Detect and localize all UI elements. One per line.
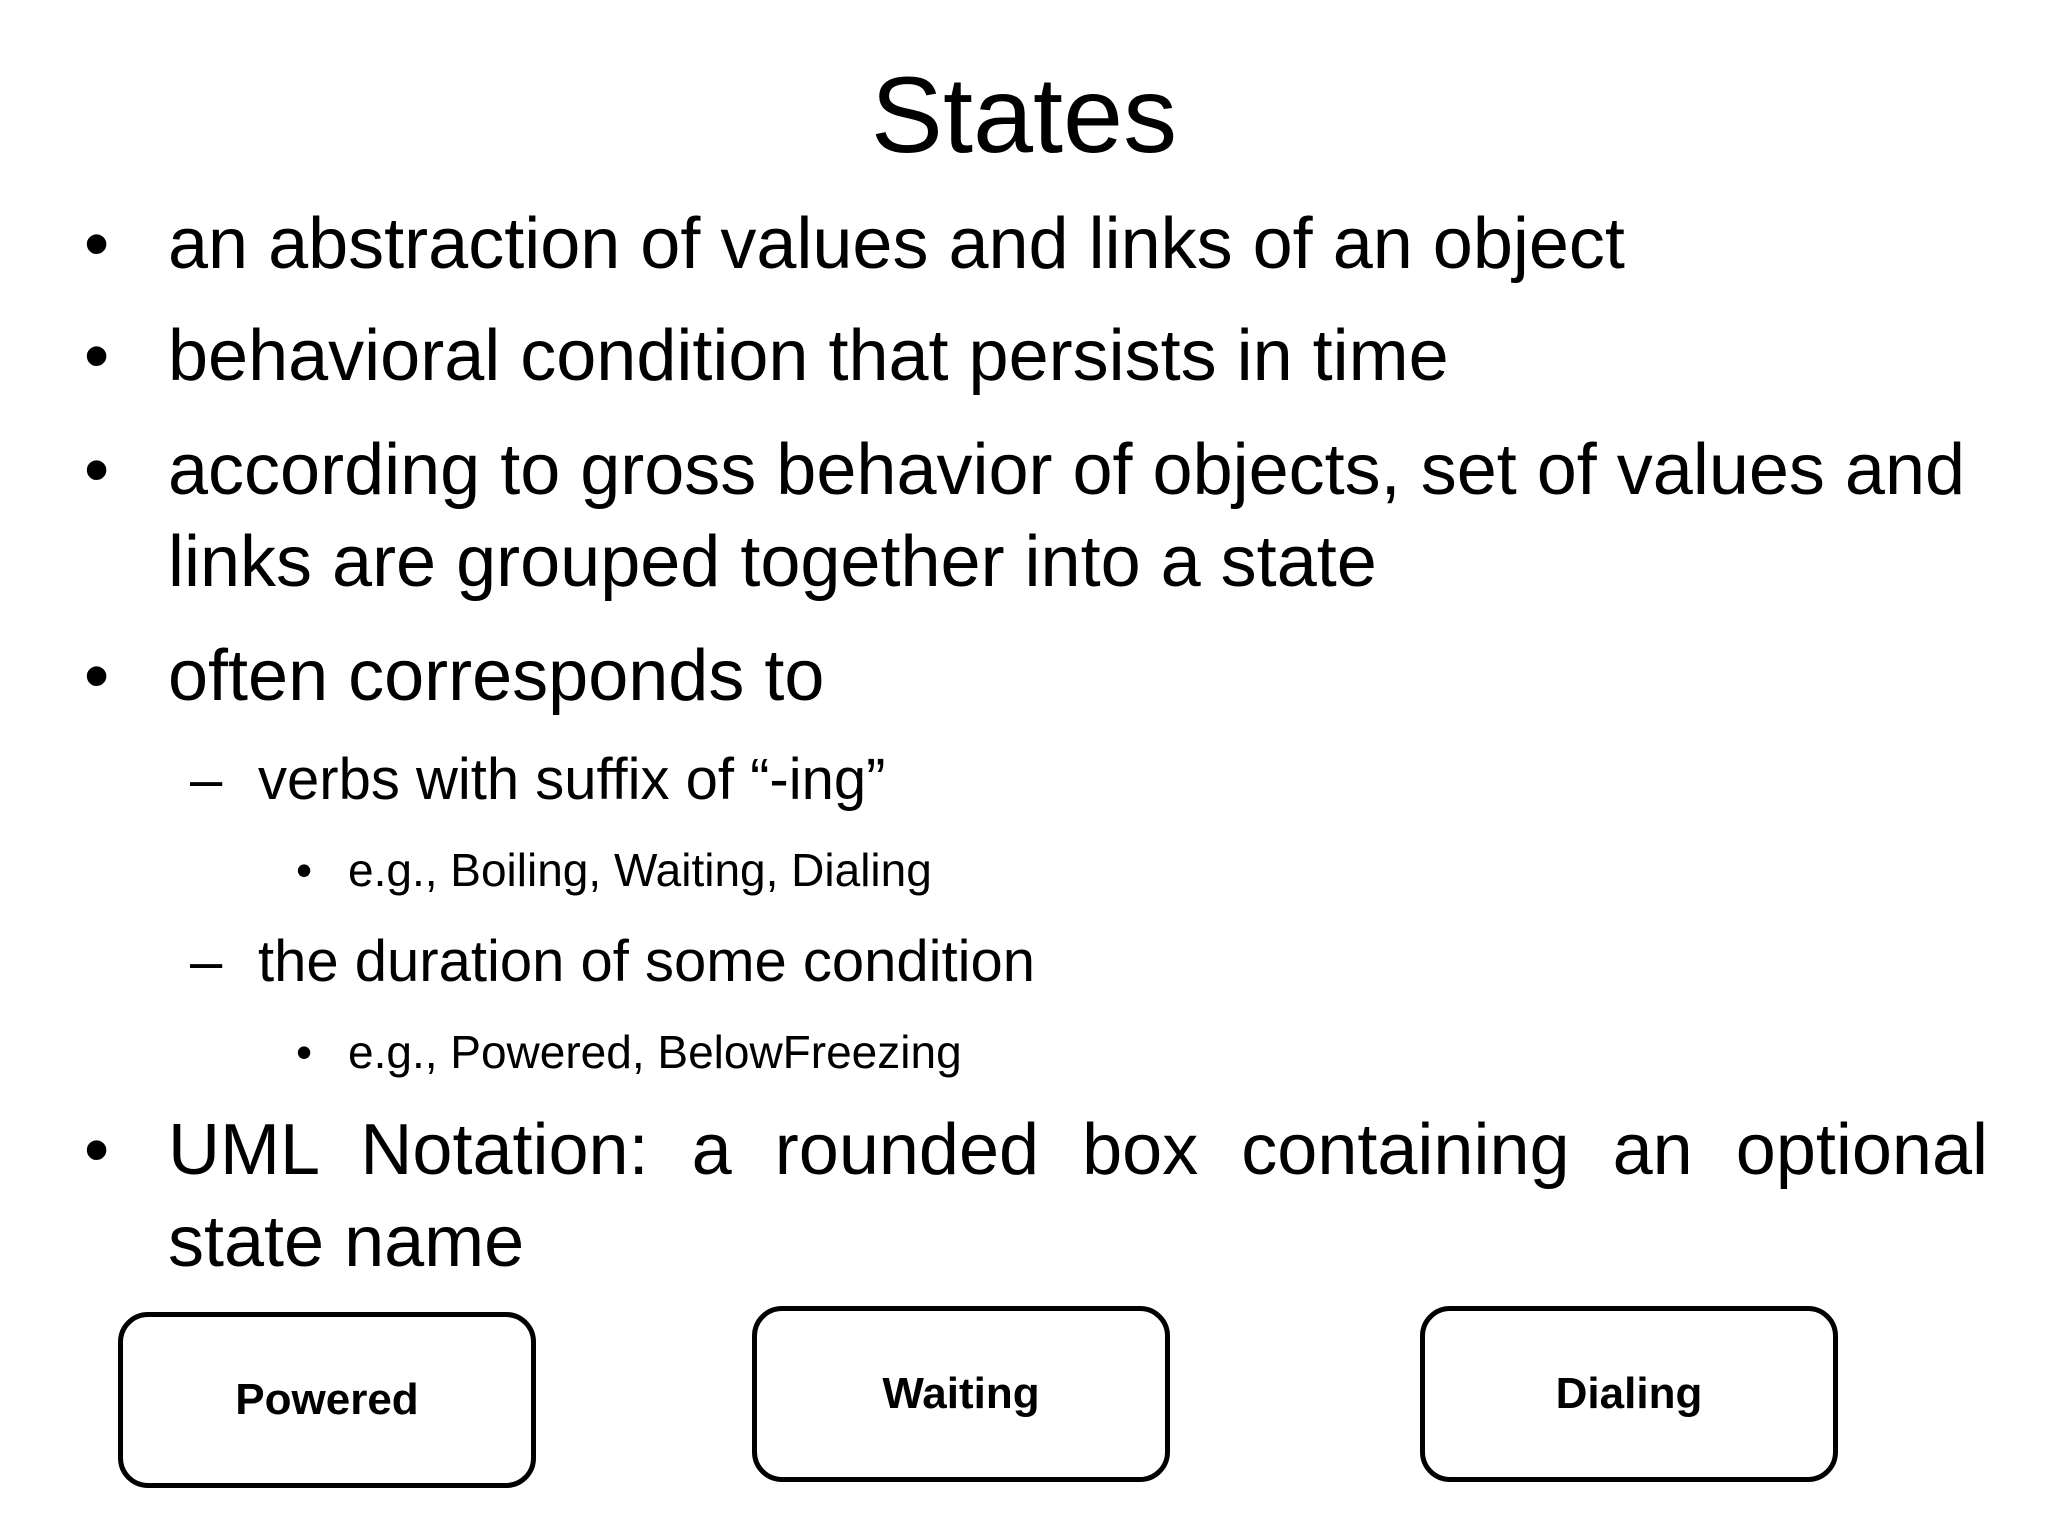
sub-sub-bullet-text: e.g., Boiling, Waiting, Dialing xyxy=(348,844,932,896)
sub-bullet-text: the duration of some condition xyxy=(258,929,1036,994)
sub-sub-bullet-text: e.g., Powered, BelowFreezing xyxy=(348,1026,962,1078)
bullet-marker: • xyxy=(84,636,110,716)
bullet-marker: • xyxy=(84,430,110,510)
state-box-powered xyxy=(118,1312,536,1488)
state-label: Powered xyxy=(235,1375,419,1424)
state-label: Waiting xyxy=(882,1369,1040,1418)
state-box-waiting xyxy=(752,1306,1170,1482)
bullet-text: according to gross behavior of objects, set of values and links are grouped together into a state xyxy=(168,430,1966,602)
bullet-text: an abstraction of values and links of an object xyxy=(168,204,1625,284)
slide-title: States xyxy=(870,54,1178,175)
bullet-marker: • xyxy=(84,204,110,284)
state-label: Dialing xyxy=(1555,1369,1703,1418)
sub-bullet-text: verbs with suffix of “-ing” xyxy=(258,747,886,812)
state-box-dialing xyxy=(1420,1306,1838,1482)
bullet-text: UML Notation: a rounded box containing an optional state name xyxy=(168,1110,1988,1282)
bullet-marker: • xyxy=(84,316,110,396)
bullet-text: often corresponds to xyxy=(168,636,825,716)
sub-bullet-marker: – xyxy=(190,747,223,812)
bullet-text: behavioral condition that persists in time xyxy=(168,316,1449,396)
sub-bullet-marker: – xyxy=(190,929,223,994)
sub-sub-bullet-marker: • xyxy=(296,844,313,896)
bullet-marker: • xyxy=(84,1110,110,1190)
sub-sub-bullet-marker: • xyxy=(296,1026,313,1078)
